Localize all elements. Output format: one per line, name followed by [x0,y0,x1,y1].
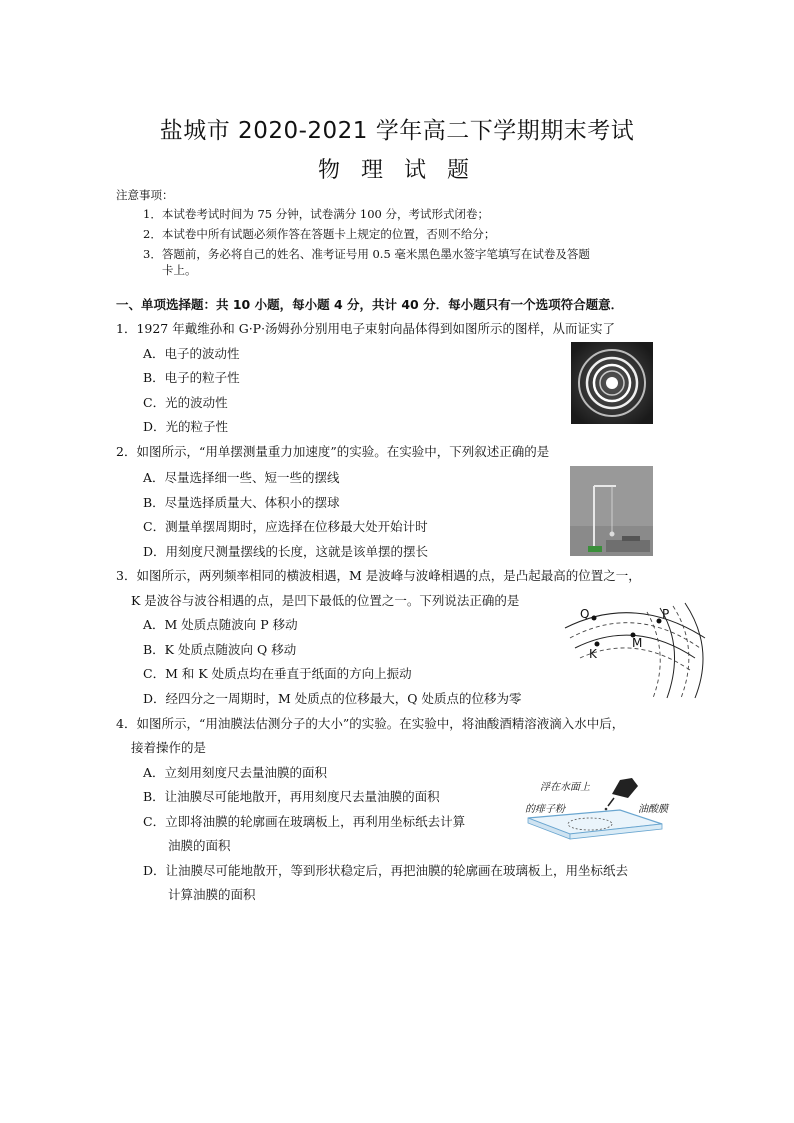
page-title: 盐城市 2020-2021 学年高二下学期期末考试 [159,118,635,144]
option: B．K 处质点随波向 Q 移动 [143,642,297,657]
question-stem: 接着操作的是 [131,740,207,755]
option: D．经四分之一周期时，M 处质点的位移最大，Q 处质点的位移为零 [143,691,522,706]
figure-label-film: 油酸膜 [638,804,668,815]
option: C．光的波动性 [143,395,228,410]
figure-label-powder: 浮在水面上 [540,782,590,793]
question-stem: 3．如图所示，两列频率相同的横波相遇，M 是波峰与波峰相遇的点，是凸起最高的位置之一， [116,568,641,583]
option: 油膜的面积 [168,838,231,853]
label-k: K [589,647,597,661]
page-subtitle: 物 理 试 题 [318,158,476,183]
figure-label-powder: 的痱子粉 [525,804,565,815]
option: A．尽量选择细一些、短一些的摆线 [143,470,340,485]
option: 计算油膜的面积 [168,887,256,902]
option: D．让油膜尽可能地散开，等到形状稳定后，再把油膜的轮廓画在玻璃板上，用坐标纸去 [143,863,629,878]
option: B．让油膜尽可能地散开，再用刻度尺去量油膜的面积 [143,789,440,804]
notice-heading: 注意事项： [116,188,174,202]
label-q: Q [580,607,590,621]
option: C．立即将油膜的轮廓画在玻璃板上，再利用坐标纸去计算 [143,814,466,829]
option: B．尽量选择质量大、体积小的摆球 [143,495,340,510]
option: A．M 处质点随波向 P 移动 [143,617,298,632]
label-p: P [662,607,670,621]
question-stem: 2．如图所示，“用单摆测量重力加速度”的实验。在实验中，下列叙述正确的是 [116,444,550,459]
option: D．光的粒子性 [143,419,229,434]
question-stem: 1．1927 年戴维孙和 G·P·汤姆孙分别用电子束射向晶体得到如图所示的图样，从而证实了 [116,321,616,336]
label-m: M [632,636,643,650]
question-stem: 4．如图所示，“用油膜法估测分子的大小”的实验。在实验中，将油酸酒精溶液滴入水中后， [116,716,625,731]
notice-item: 3．答题前，务必将自己的姓名、准考证号用 0.5 毫米黑色墨水签字笔填写在试卷及答题 [143,247,590,261]
question-stem: K 是波谷与波谷相遇的点，是凹下最低的位置之一。下列说法正确的是 [131,593,520,608]
notice-item: 1．本试卷考试时间为 75 分钟，试卷满分 100 分，考试形式闭卷； [143,207,490,221]
option: C．测量单摆周期时，应选择在位移最大处开始计时 [143,519,428,534]
option: D．用刻度尺测量摆线的长度，这就是该单摆的摆长 [143,544,429,559]
option: A．立刻用刻度尺去量油膜的面积 [143,765,328,780]
diffraction-pattern-image [571,342,653,424]
option: A．电子的波动性 [143,346,240,361]
wave-interference-figure [555,598,715,703]
option: B．电子的粒子性 [143,370,240,385]
option: C．M 和 K 处质点均在垂直于纸面的方向上振动 [143,666,412,681]
notice-item: 2．本试卷中所有试题必须作答在答题卡上规定的位置，否则不给分； [143,227,496,241]
section-heading: 一、单项选择题：共 10 小题，每小题 4 分，共计 40 分．每小题只有一个选项符合题意． [116,297,624,312]
notice-item: 卡上。 [162,263,197,277]
pendulum-photo [570,466,653,556]
